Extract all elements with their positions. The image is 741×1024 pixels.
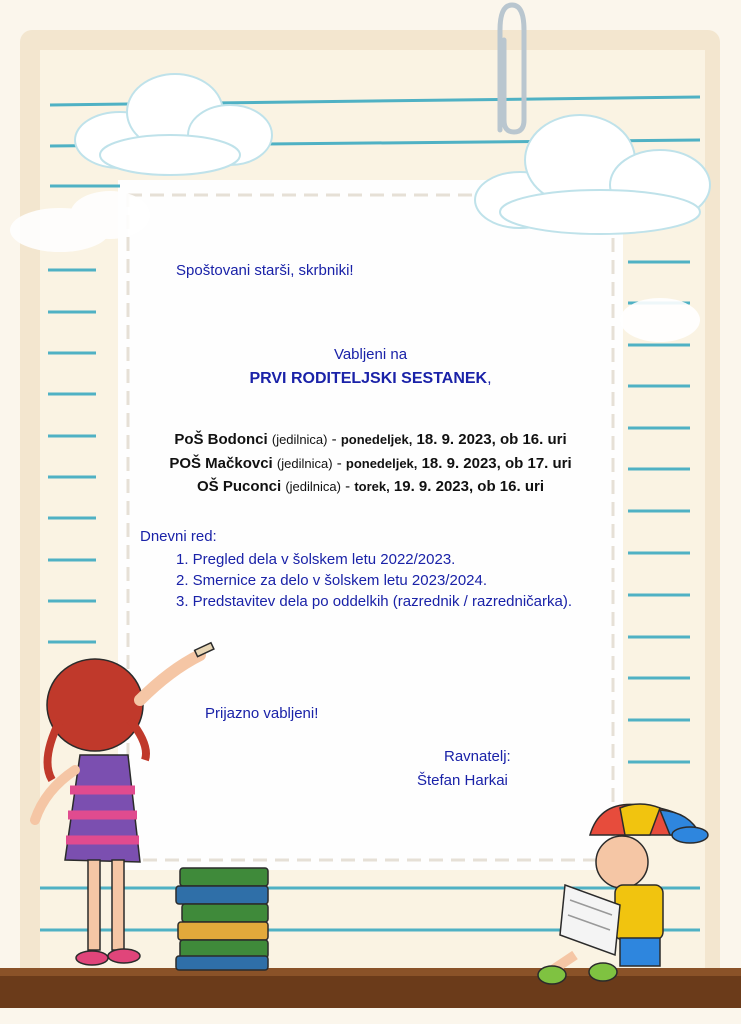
- closing-line: Prijazno vabljeni!: [205, 705, 319, 722]
- meeting-school: POŠ Mačkovci: [169, 455, 273, 472]
- meeting-room: (jedilnica): [276, 456, 333, 471]
- meeting-datetime: 19. 9. 2023, ob 16. uri: [393, 478, 544, 495]
- meeting-room: (jedilnica): [285, 479, 341, 494]
- meeting-school: PoŠ Bodonci: [174, 431, 268, 448]
- meeting-datetime: 18. 9. 2023, ob 17. uri: [421, 455, 572, 472]
- note-sheet: [118, 180, 623, 870]
- meeting-separator: -: [345, 478, 351, 495]
- meeting-day: ponedeljek,: [345, 456, 418, 471]
- meeting-school: OŠ Puconci: [196, 478, 282, 495]
- greeting: Spoštovani starši, skrbniki!: [176, 262, 354, 279]
- meeting-separator: -: [331, 431, 337, 448]
- meeting-room: (jedilnica): [271, 432, 328, 447]
- meeting-separator: -: [336, 455, 342, 472]
- signature-name: Štefan Harkai: [417, 772, 508, 789]
- meeting-row: [0, 455, 741, 472]
- signature-role: Ravnatelj:: [444, 748, 511, 765]
- meeting-row: [0, 431, 741, 448]
- meeting-datetime: 18. 9. 2023, ob 16. uri: [416, 431, 567, 448]
- meeting-title-text: PRVI RODITELJSKI SESTANEK: [249, 370, 488, 387]
- meeting-row: [0, 478, 741, 495]
- book-stack-icon: [176, 868, 268, 970]
- meeting-day: ponedeljek,: [340, 432, 413, 447]
- agenda-item: 2. Smernice za delo v šolskem letu 2023/2024.: [176, 572, 488, 589]
- agenda-item: 3. Predstavitev dela po oddelkih (razrednik / razredničarka).: [176, 593, 573, 610]
- invite-intro: Vabljeni na: [333, 346, 408, 363]
- agenda-title: Dnevni red:: [140, 528, 217, 545]
- meeting-day: torek,: [354, 479, 390, 494]
- agenda-item: 1. Pregled dela v šolskem letu 2022/2023.: [176, 551, 456, 568]
- meeting-title: [0, 370, 741, 388]
- meeting-title-comma: ,: [487, 370, 492, 387]
